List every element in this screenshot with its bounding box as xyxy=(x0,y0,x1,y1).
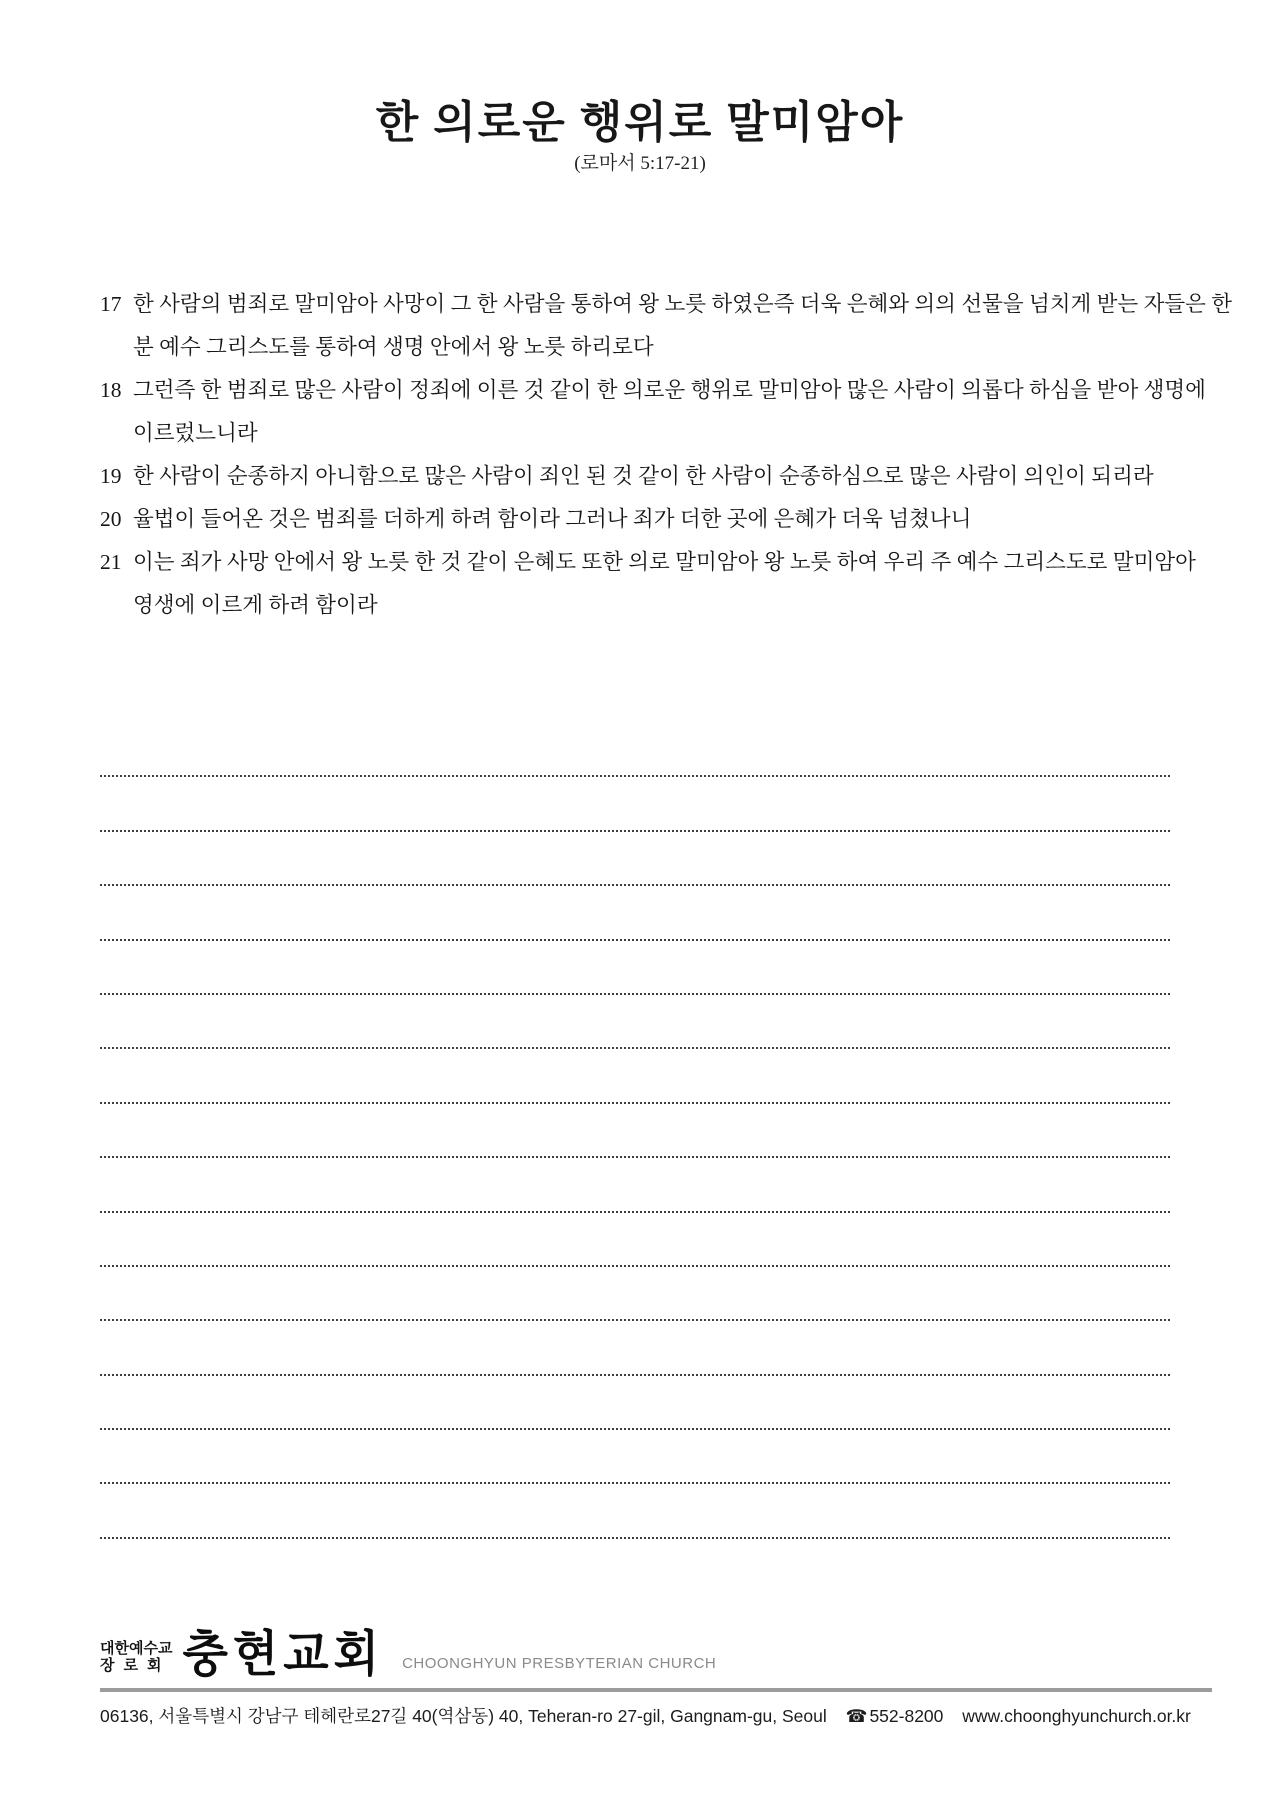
note-line xyxy=(100,723,1170,777)
note-line xyxy=(100,1213,1170,1267)
verse-text: 한 사람이 순종하지 아니함으로 많은 사람이 죄인 된 것 같이 한 사람이 순종하심으로 많은 사람이 의인이 되리라 xyxy=(133,464,1154,488)
verse-text: 그런즉 한 범죄로 많은 사람이 정죄에 이른 것 같이 한 의로운 행위로 말미암아 많은 사람이 의롭다 하심을 받아 생명에 이르렀느니라 xyxy=(133,378,1206,445)
verse-row xyxy=(100,283,1245,369)
note-line xyxy=(100,1430,1170,1484)
verse-row xyxy=(100,369,1245,455)
note-line xyxy=(100,1267,1170,1321)
verse-row xyxy=(100,541,1245,627)
verse-list xyxy=(100,283,1245,627)
church-logo xyxy=(100,1627,1212,1683)
church-name-english: CHOONGHYUN PRESBYTERIAN CHURCH xyxy=(402,1655,717,1672)
note-line xyxy=(100,1376,1170,1430)
verse-number: 21 xyxy=(100,550,122,574)
denomination-logo-text xyxy=(100,1641,172,1675)
footer-divider xyxy=(100,1688,1212,1692)
verse-number: 20 xyxy=(100,507,122,531)
verse-number: 19 xyxy=(100,464,122,488)
verse-text: 율법이 들어온 것은 범죄를 더하게 하려 함이라 그러나 죄가 더한 곳에 은혜가 더욱 넘쳤나니 xyxy=(133,507,972,531)
note-line xyxy=(100,777,1170,831)
phone-icon: ☎ xyxy=(845,1706,868,1726)
scripture-reference: (로마서 5:17-21) xyxy=(574,153,706,174)
website-url: www.choonghyunchurch.or.kr xyxy=(962,1706,1191,1726)
verse-number: 17 xyxy=(100,292,122,316)
verse-row xyxy=(100,498,1245,541)
note-line xyxy=(100,1321,1170,1375)
note-line xyxy=(100,941,1170,995)
verse-text: 한 사람의 범죄로 말미암아 사망이 그 한 사람을 통하여 왕 노릇 하였은즉 더욱 은혜와 의의 선물을 넘치게 받는 자들은 한 분 예수 그리스도를 통하여 생명 안에서 왕 노릇 하리로다 xyxy=(133,292,1233,359)
note-line xyxy=(100,1049,1170,1103)
phone-number: 552-8200 xyxy=(869,1706,944,1726)
note-line xyxy=(100,995,1170,1049)
note-line xyxy=(100,1158,1170,1212)
denomination-line1: 대한예수교 xyxy=(100,1641,173,1657)
denomination-line2: 장로회 xyxy=(100,1658,171,1674)
note-line xyxy=(100,1484,1170,1538)
note-line xyxy=(100,1104,1170,1158)
note-line xyxy=(100,886,1170,940)
church-name-calligraphy: 충현교회 xyxy=(182,1627,385,1683)
verse-row xyxy=(100,455,1245,498)
phone-segment xyxy=(846,1706,944,1726)
verse-number: 18 xyxy=(100,378,122,402)
verse-text: 이는 죄가 사망 안에서 왕 노릇 한 것 같이 은혜도 또한 의로 말미암아 왕 노릇 하여 우리 주 예수 그리스도로 말미암아 영생에 이르게 하려 함이라 xyxy=(133,550,1196,617)
page-title: 한 의로운 행위로 말미암아 xyxy=(375,98,905,147)
note-lines xyxy=(100,723,1170,1539)
church-address: 06136, 서울특별시 강남구 테헤란로27길 40(역삼동) 40, Teheran-ro 27-gil, Gangnam-gu, Seoul xyxy=(100,1706,827,1726)
note-line xyxy=(100,832,1170,886)
footer xyxy=(100,1627,1212,1728)
address-line xyxy=(100,1703,1212,1728)
